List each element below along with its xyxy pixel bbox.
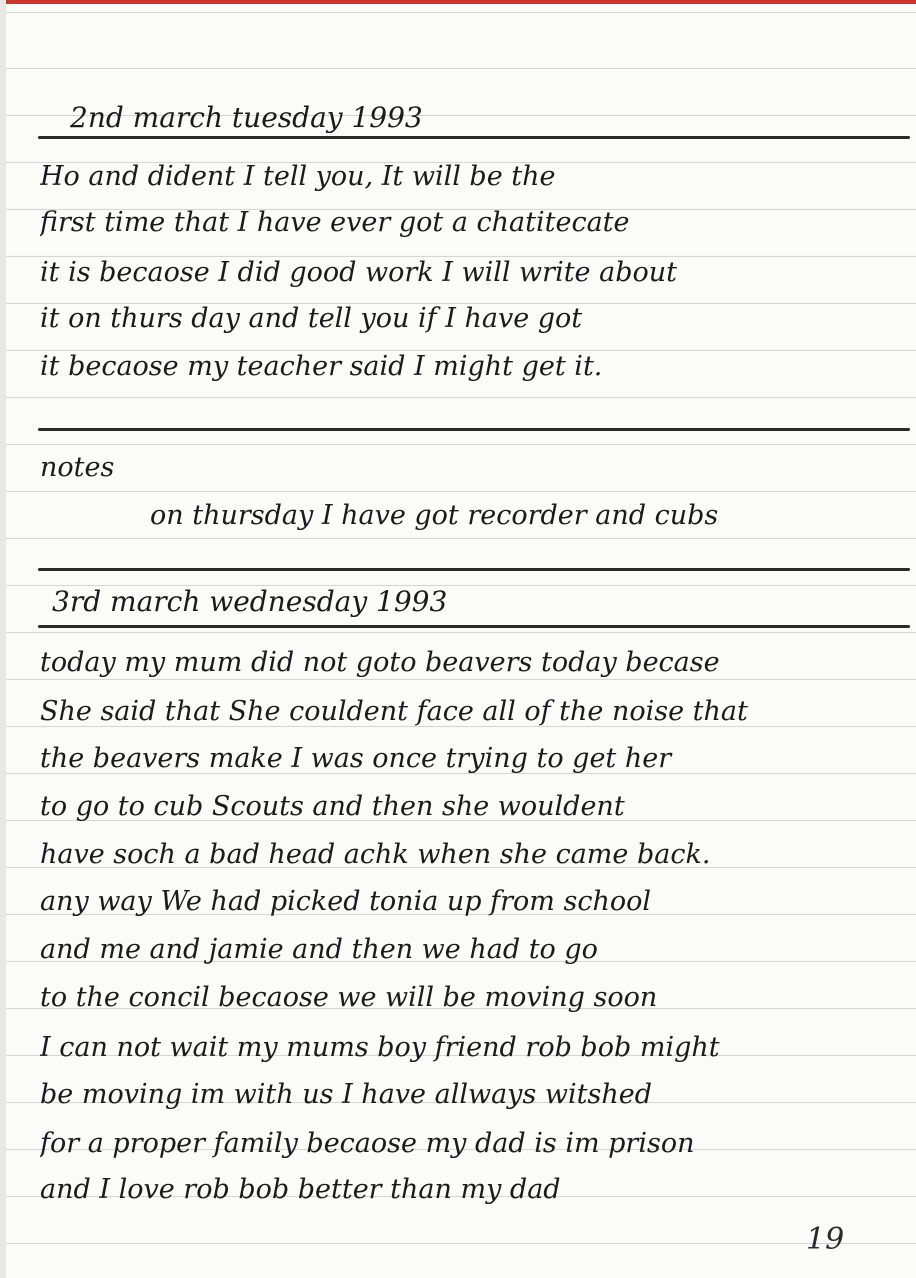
entry-2-line-12: and I love rob bob better than my dad [40, 1174, 561, 1205]
entry-2-line-10: be moving im with us I have allways witshed [40, 1079, 652, 1110]
page-binding-edge [0, 0, 6, 1278]
entry-2-line-11: for a proper family becaose my dad is im prison [40, 1128, 695, 1159]
heading-underline [38, 625, 910, 628]
heading-underline [38, 136, 910, 139]
entry-1-heading: 2nd march tuesday 1993 [70, 101, 423, 134]
page-number: 19 [806, 1222, 845, 1257]
entry-1-line-1: Ho and dident I tell you, It will be the [40, 161, 556, 192]
entry-2-line-4: to go to cub Scouts and then she wouldent [40, 791, 625, 822]
entry-2-line-9: I can not wait my mums boy friend rob bob might [40, 1032, 720, 1063]
notes-heading: notes [40, 452, 115, 483]
entry-2-line-2: She said that She couldent face all of the noise that [40, 696, 748, 727]
page-top-edge [0, 0, 916, 4]
entry-1-line-5: it becaose my teacher said I might get it. [40, 351, 603, 382]
entry-2-line-6: any way We had picked tonia up from school [40, 886, 651, 917]
entry-1-line-3: it is becaose I did good work I will write about [40, 257, 677, 288]
entry-2-line-3: the beavers make I was once trying to get her [40, 743, 672, 774]
entry-1-line-4: it on thurs day and tell you if I have got [40, 303, 583, 334]
entry-1-line-2: first time that I have ever got a chatitecate [40, 207, 630, 238]
notes-text: on thursday I have got recorder and cubs [150, 500, 719, 531]
section-divider [38, 428, 910, 431]
entry-2-line-8: to the concil becaose we will be moving soon [40, 982, 658, 1013]
entry-2-line-7: and me and jamie and then we had to go [40, 934, 598, 965]
section-divider [38, 568, 910, 571]
entry-2-line-1: today my mum did not goto beavers today becase [40, 647, 720, 678]
entry-2-line-5: have soch a bad head achk when she came back. [40, 839, 711, 870]
entry-2-heading: 3rd march wednesday 1993 [52, 585, 448, 618]
